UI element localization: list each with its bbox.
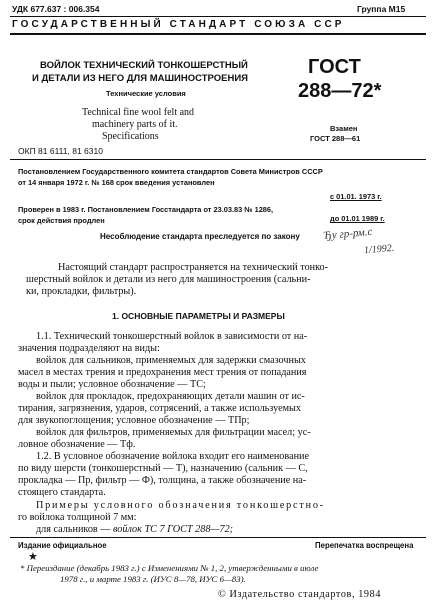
check-line1: Проверен в 1983 г. Постановлением Госстандарта от 23.03.83 № 1286,: [18, 205, 274, 214]
intro-line2: шерстный войлок и детали из него для машиностроения (сальни-: [26, 274, 311, 285]
star-icon: ★: [28, 551, 38, 563]
body-line: воды и пыли; условное обозначение — ТС;: [18, 379, 206, 390]
body-line: Примеры условного обозначения тонкошерстно-: [36, 500, 325, 511]
title-en-line3: Specifications: [102, 131, 159, 142]
example-prefix: для сальников —: [36, 524, 111, 535]
title-ru-line1: ВОЙЛОК ТЕХНИЧЕСКИЙ ТОНКОШЕРСТНЫЙ: [40, 60, 248, 71]
body-line: тирания, загрязнения, ударов, сотрясений, а также используемых: [18, 403, 301, 414]
body-line: войлок для фильтров, применяемых для фильтрации масел; ус-: [36, 427, 311, 438]
intro-line1: Настоящий стандарт распространяется на технический тонко-: [58, 262, 329, 273]
body-line: стоящего стандарта.: [18, 487, 106, 498]
title-rule: [10, 159, 426, 160]
group-code: Группа М15: [357, 4, 406, 14]
title-ru-line2: И ДЕТАЛИ ИЗ НЕГО ДЛЯ МАШИНОСТРОЕНИЯ: [32, 73, 248, 84]
handwritten-note-line2: 1/1992.: [363, 242, 395, 257]
body-line: войлок для прокладок, предохраняющих детали машин от ис-: [36, 391, 305, 402]
gost-number: 288—72*: [298, 80, 382, 102]
body-line: войлок для сальников, применяемых для задержки смазочных: [36, 355, 306, 366]
replaces-value: ГОСТ 288—61: [310, 134, 361, 143]
gost-label: ГОСТ: [308, 56, 361, 78]
copyright: © Издательство стандартов, 1984: [218, 589, 382, 600]
check-line2: срок действия продлен: [18, 216, 105, 225]
header-rule-top: [10, 16, 426, 17]
body-line: 1.2. В условное обозначение войлока входит его наименование: [36, 451, 310, 462]
reprint-prohibited: Перепечатка воспрещена: [315, 541, 414, 550]
legal-warning: Несоблюдение стандарта преследуется по закону: [100, 232, 300, 241]
title-ru-subtitle: Технические условия: [106, 89, 186, 98]
body-line: прокладка — Пр, фильтр — Ф), толщина, а также обозначение на-: [18, 475, 307, 486]
handwritten-note-line1: Ђу гр-рм.с: [322, 225, 373, 243]
title-en-line2: machinery parts of it.: [92, 119, 178, 130]
udk-code: УДК 677.637 : 006.354: [12, 4, 100, 14]
okp-code: ОКП 81 6111, 81 6310: [18, 146, 103, 156]
example-value: войлок ТС 7 ГОСТ 288—72;: [113, 524, 234, 535]
example-line: [36, 524, 233, 535]
official-edition: Издание официальное: [18, 541, 107, 550]
section-title: 1. ОСНОВНЫЕ ПАРАМЕТРЫ И РАЗМЕРЫ: [112, 311, 285, 321]
body-line: значения подразделяют на виды:: [18, 343, 160, 354]
body-line: го войлока толщиной 7 мм:: [18, 512, 137, 523]
title-en-line1: Technical fine wool felt and: [82, 107, 195, 118]
state-standard-banner: ГОСУДАРСТВЕННЫЙ СТАНДАРТ СОЮЗА ССР: [12, 19, 345, 30]
body-line: для звукопоглощения; условное обозначение — ТПр;: [18, 415, 250, 426]
body-line: ловное обозначение — Тф.: [18, 439, 136, 450]
decree-line2: от 14 января 1972 г. № 168 срок введения установлен: [18, 178, 215, 187]
effective-date: с 01.01. 1973 г.: [330, 192, 382, 201]
reissue-note-line2: 1978 г., и марте 1983 г. (ИУС 8—78, ИУС 6—83).: [60, 574, 246, 584]
header-rule-bottom: [10, 33, 426, 35]
body-line: по виду шерсти (тонкошерстный — Т), назначению (сальник — С,: [18, 463, 308, 474]
body-line: масел в местах трения и предохранения мест трения от попадания: [18, 367, 307, 378]
body-line: 1.1. Технический тонкошерстный войлок в зависимости от на-: [36, 331, 308, 342]
footer-rule: [10, 537, 426, 538]
replaces-label: Взамен: [330, 124, 358, 133]
reissue-note-line1: * Переиздание (декабрь 1983 г.) с Изменениями № 1, 2, утвержденными в июле: [20, 563, 319, 573]
intro-line3: ки, прокладки, фильтры).: [26, 286, 137, 297]
decree-line1: Постановлением Государственного комитета стандартов Совета Министров СССР: [18, 167, 323, 176]
extended-date: до 01.01 1989 г.: [330, 214, 385, 223]
